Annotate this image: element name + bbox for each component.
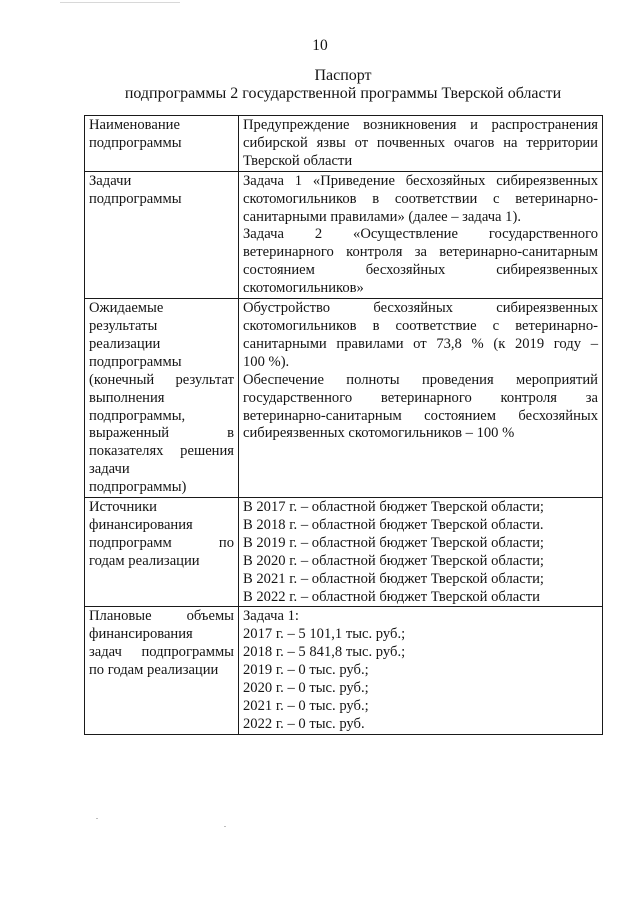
label-word: Плановые: [89, 608, 152, 625]
label-line: результаты: [89, 317, 158, 334]
passport-table: [84, 115, 603, 735]
label-line: реализации: [89, 335, 161, 352]
value-cell: [239, 116, 603, 172]
table-row-tasks: [85, 171, 603, 298]
label-line: Источники: [89, 499, 157, 516]
value-line: 2019 г. – 0 тыс. руб.;: [243, 662, 369, 679]
value-line: ветеринарно-санитарным состоянием бесхозяйных: [243, 407, 598, 424]
value-cell: [239, 498, 603, 607]
value-line: состоянием бесхозяйных сибиреязвенных: [243, 262, 598, 279]
document-subtitle: подпрограммы 2 государственной программы Тверской области: [124, 85, 562, 102]
label-word: подпрограмм: [89, 534, 172, 551]
value-cell: [239, 299, 603, 498]
label-line: подпрограммы: [89, 353, 182, 370]
value-line: В 2020 г. – областной бюджет Тверской области;: [243, 552, 544, 569]
table-row-sources: [85, 498, 603, 607]
value-line: Обустройство бесхозяйных сибиреязвенных: [243, 300, 598, 317]
value-line: сибиреязвенных скотомогильников – 100 %: [243, 425, 515, 442]
label-cell: [85, 299, 239, 498]
document-title: Паспорт: [314, 67, 372, 84]
label-line: по годам реализации: [89, 662, 219, 679]
page-number: 10: [312, 37, 328, 54]
label-cell: [85, 116, 239, 172]
value-line: 2017 г. – 5 101,1 тыс. руб.;: [243, 626, 406, 643]
label-line: подпрограммы: [89, 134, 182, 151]
value-cell: [239, 171, 603, 298]
label-line: показателях решения: [89, 443, 234, 460]
label-line: финансирования: [89, 626, 193, 643]
value-line: Тверской области: [243, 152, 353, 169]
label-line-split: [89, 608, 234, 626]
label-cell: [85, 171, 239, 298]
label-line: подпрограммы,: [89, 407, 186, 424]
value-line: ветеринарного контроля за ветеринарно-санитарным: [243, 244, 598, 261]
label-line: Задачи: [89, 172, 132, 189]
value-line: государственного ветеринарного контроля за: [243, 389, 598, 406]
label-word: в: [227, 425, 234, 442]
label-line: выполнения: [89, 389, 165, 406]
table-row-name: [85, 116, 603, 172]
table-row-results: [85, 299, 603, 498]
value-line: Предупреждение возникновения и распространения: [243, 117, 598, 133]
value-line: В 2017 г. – областной бюджет Тверской области;: [243, 499, 544, 516]
value-line: 2021 г. – 0 тыс. руб.;: [243, 698, 369, 714]
value-line: Задача 1 «Приведение бесхозяйных сибиреязвенных: [243, 172, 598, 189]
value-line: санитарными правилами» (далее – задача 1).: [243, 208, 521, 225]
value-cell: [239, 607, 603, 734]
label-word: выраженный: [89, 425, 170, 442]
label-line: финансирования: [89, 516, 193, 533]
value-line: Задача 1:: [243, 608, 299, 625]
value-line: В 2018 г. – областной бюджет Тверской области.: [243, 516, 544, 533]
label-line-split: [89, 425, 234, 443]
scan-speck: [224, 826, 226, 827]
value-line: скотомогильников в соответствии с ветеринарно-: [243, 190, 598, 207]
label-line: задач подпрограммы: [89, 644, 234, 661]
label-line: подпрограммы: [89, 190, 182, 207]
label-line: годам реализации: [89, 552, 200, 569]
scan-speck: [96, 818, 98, 819]
value-line: В 2022 г. – областной бюджет Тверской области: [243, 588, 540, 605]
value-line: скотомогильников в соответствие с ветеринарно-: [243, 317, 598, 334]
value-line: 2018 г. – 5 841,8 тыс. руб.;: [243, 644, 406, 661]
value-line: В 2019 г. – областной бюджет Тверской области;: [243, 534, 544, 551]
label-line: Наименование: [89, 117, 180, 133]
label-word: объемы: [186, 608, 234, 625]
table-row-funding: [85, 607, 603, 734]
label-line-split: [89, 535, 234, 553]
value-line: 100 %).: [243, 353, 290, 370]
label-line: подпрограммы): [89, 479, 187, 496]
value-line: 2022 г. – 0 тыс. руб.: [243, 715, 365, 732]
value-line: В 2021 г. – областной бюджет Тверской области;: [243, 570, 544, 587]
value-line: санитарными правилами от 73,8 % (к 2019 году –: [243, 335, 598, 352]
label-cell: [85, 607, 239, 734]
label-word: по: [218, 534, 234, 551]
label-line: Ожидаемые: [89, 300, 164, 317]
label-cell: [85, 498, 239, 607]
scan-edge-line: [60, 2, 180, 3]
value-line: Задача 2 «Осуществление государственного: [243, 226, 598, 243]
value-line: скотомогильников»: [243, 280, 364, 297]
label-line: (конечный результат: [89, 371, 234, 388]
value-line: Обеспечение полноты проведения мероприятий: [243, 371, 598, 388]
value-line: 2020 г. – 0 тыс. руб.;: [243, 680, 369, 697]
label-line: задачи: [89, 461, 130, 478]
value-line: сибирской язвы от почвенных очагов на территории: [243, 134, 598, 151]
